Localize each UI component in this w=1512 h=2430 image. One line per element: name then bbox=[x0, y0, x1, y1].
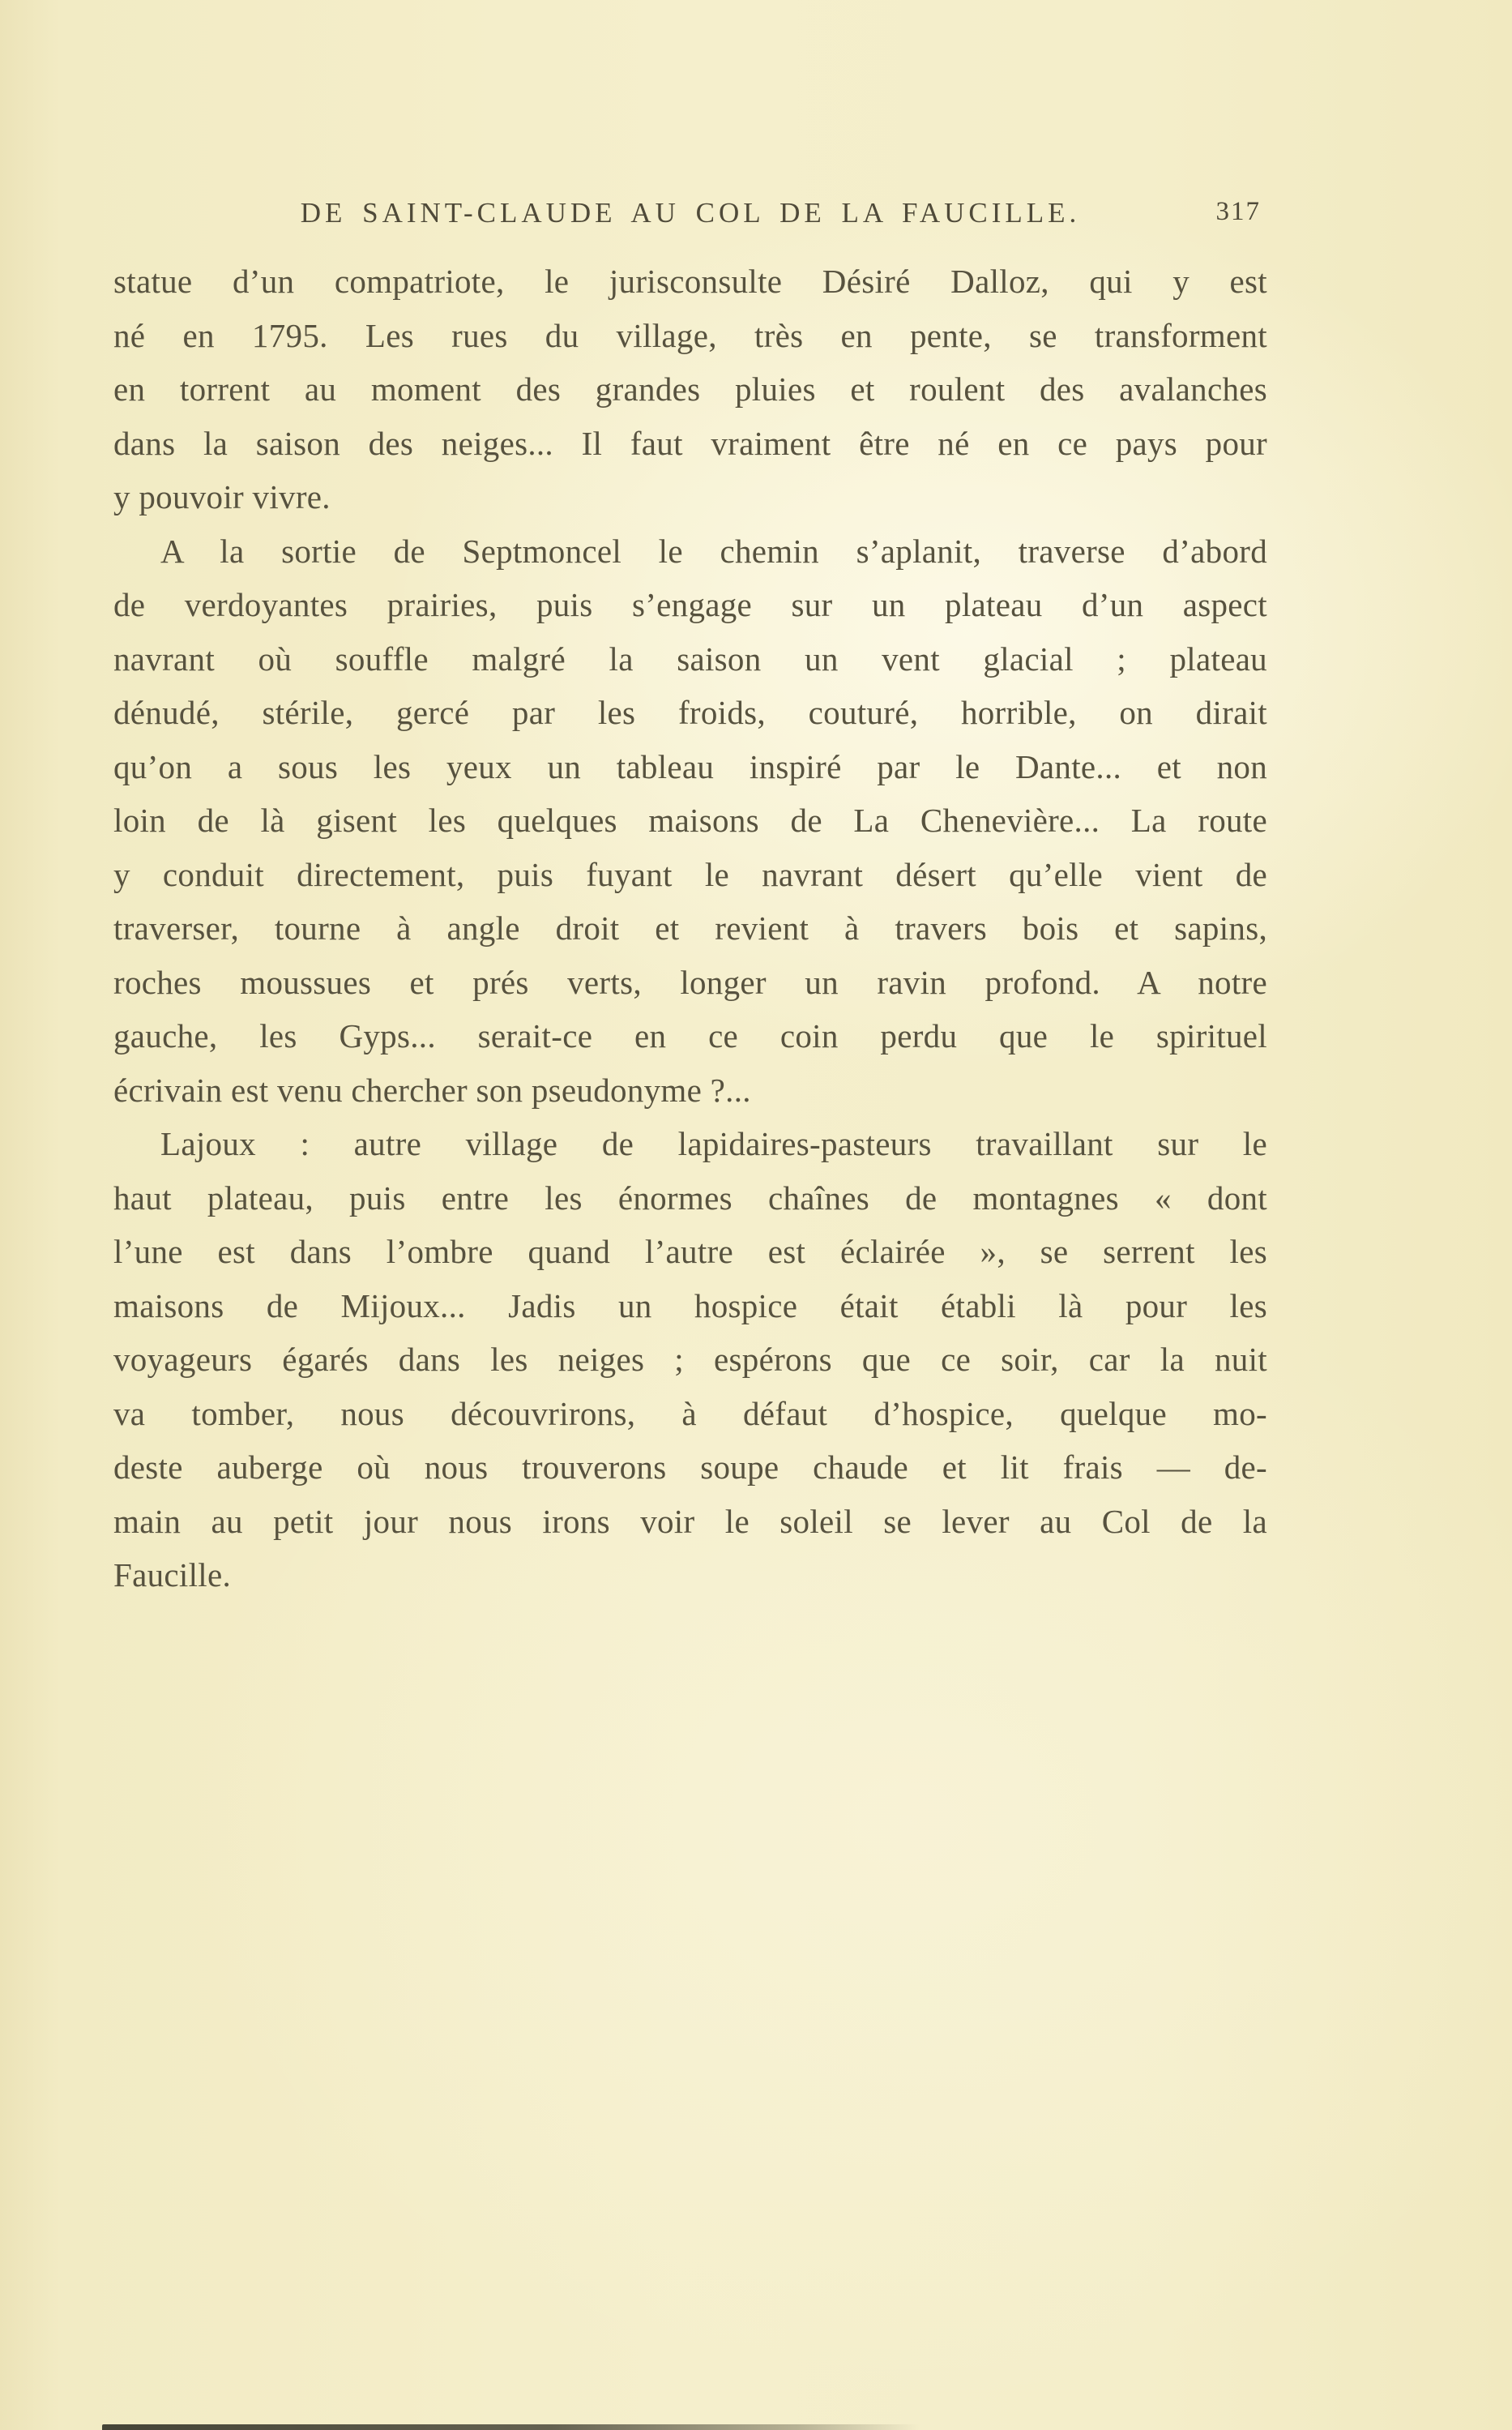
text-line: de verdoyantes prairies, puis s’engage sur un plateau d’un aspect bbox=[113, 586, 1267, 623]
header-title: DE SAINT-CLAUDE AU COL DE LA FAUCILLE. bbox=[300, 197, 1081, 229]
paragraph bbox=[113, 1117, 1267, 1602]
text-line: y pouvoir vivre. bbox=[113, 478, 331, 516]
text-line: main au petit jour nous irons voir le soleil se lever au Col de la bbox=[113, 1502, 1267, 1540]
text-line: statue d’un compatriote, le jurisconsulte Désiré Dalloz, qui y est bbox=[113, 263, 1267, 300]
text-block bbox=[113, 255, 1267, 1602]
text-line: y conduit directement, puis fuyant le navrant désert qu’elle vient de bbox=[113, 855, 1267, 893]
text-line: haut plateau, puis entre les énormes chaînes de montagnes « dont bbox=[113, 1179, 1267, 1217]
text-line: écrivain est venu chercher son pseudonyme ?... bbox=[113, 1071, 751, 1109]
text-line: navrant où souffle malgré la saison un vent glacial ; plateau bbox=[113, 640, 1267, 678]
text-line: A la sortie de Septmoncel le chemin s’aplanit, traverse d’abord bbox=[160, 532, 1267, 570]
text-line: gauche, les Gyps... serait-ce en ce coin perdu que le spirituel bbox=[113, 1017, 1267, 1055]
text-line: Faucille. bbox=[113, 1556, 232, 1594]
text-line: maisons de Mijoux... Jadis un hospice était établi là pour les bbox=[113, 1286, 1267, 1324]
text-line: né en 1795. Les rues du village, très en pente, se transforment bbox=[113, 316, 1267, 354]
text-line: dénudé, stérile, gercé par les froids, couturé, horrible, on dirait bbox=[113, 694, 1267, 731]
text-line: voyageurs égarés dans les neiges ; espérons que ce soir, car la nuit bbox=[113, 1341, 1267, 1378]
text-line: l’une est dans l’ombre quand l’autre est éclairée », se serrent les bbox=[113, 1233, 1267, 1270]
text-line: Lajoux : autre village de lapidaires-pasteurs travaillant sur le bbox=[160, 1125, 1267, 1162]
paragraph bbox=[113, 524, 1267, 1118]
page-number: 317 bbox=[1215, 197, 1261, 226]
paragraph bbox=[113, 255, 1267, 524]
text-line: en torrent au moment des grandes pluies et roulent des avalanches bbox=[113, 370, 1267, 408]
text-line: va tomber, nous découvrirons, à défaut d’hospice, quelque mo- bbox=[113, 1394, 1267, 1432]
text-line: dans la saison des neiges... Il faut vraiment être né en ce pays pour bbox=[113, 424, 1267, 462]
text-line: deste auberge où nous trouverons soupe chaude et lit frais — de- bbox=[113, 1448, 1267, 1486]
text-line: qu’on a sous les yeux un tableau inspiré par le Dante... et non bbox=[113, 747, 1267, 785]
scan-artifact-bar bbox=[102, 2424, 920, 2430]
running-header bbox=[113, 197, 1267, 233]
text-line: traverser, tourne à angle droit et revient à travers bois et sapins, bbox=[113, 909, 1267, 947]
text-line: roches moussues et prés verts, longer un ravin profond. A notre bbox=[113, 963, 1267, 1001]
text-line: loin de là gisent les quelques maisons de La Chenevière... La route bbox=[113, 802, 1267, 839]
